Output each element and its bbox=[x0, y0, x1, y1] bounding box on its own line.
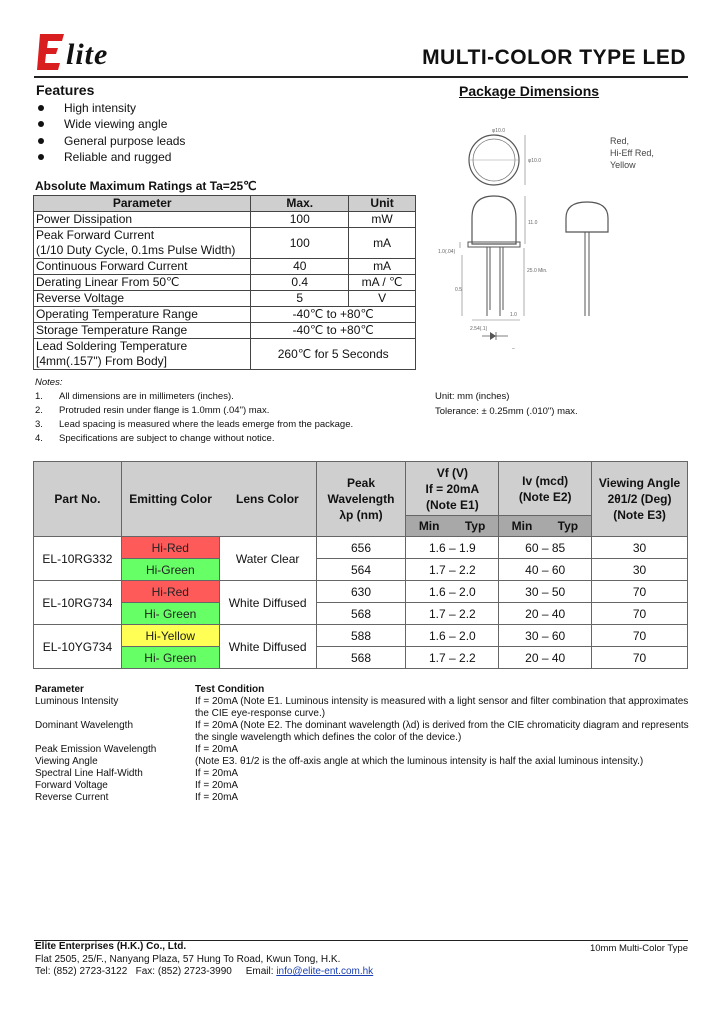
svg-text:11.0: 11.0 bbox=[528, 220, 538, 226]
tc-cond: If = 20mA bbox=[195, 768, 239, 779]
amr-max: -40℃ to +80℃ bbox=[251, 323, 416, 339]
tc-row bbox=[35, 720, 695, 744]
feature-item: Wide viewing angle bbox=[36, 116, 185, 132]
peak-wavelength: 564 bbox=[316, 559, 406, 581]
col-viewing-angle bbox=[592, 462, 688, 537]
spec-row bbox=[34, 647, 688, 669]
spec-row bbox=[34, 581, 688, 603]
luminous-intensity: 30 – 50 bbox=[499, 581, 592, 603]
amr-param-line: (1/10 Duty Cycle, 0.1ms Pulse Width) bbox=[36, 243, 236, 257]
amr-param: Storage Temperature Range bbox=[34, 323, 251, 339]
notes bbox=[35, 376, 353, 446]
spec-row bbox=[34, 625, 688, 647]
tc-row bbox=[35, 792, 695, 804]
amr-row bbox=[34, 228, 416, 259]
email-label: Email: bbox=[245, 966, 274, 977]
tc-line: the single wavelength which defines the color of the device.) bbox=[195, 732, 462, 743]
viewing-angle: 70 bbox=[592, 603, 688, 625]
document-title: MULTI-COLOR TYPE LED bbox=[422, 46, 686, 69]
note-text: Lead spacing is measured where the leads emerge from the package. bbox=[59, 419, 354, 430]
features-list bbox=[36, 100, 185, 165]
tc-header bbox=[35, 684, 695, 696]
note-text: All dimensions are in millimeters (inches). bbox=[59, 391, 234, 402]
amr-param: Continuous Forward Current bbox=[34, 259, 251, 275]
viewing-angle: 70 bbox=[592, 581, 688, 603]
tc-row bbox=[35, 696, 695, 720]
header-line: Vf (V) bbox=[436, 465, 469, 480]
note-number: 2. bbox=[35, 405, 43, 416]
tc-param: Dominant Wavelength bbox=[35, 720, 134, 731]
amr-unit: mA / ℃ bbox=[349, 275, 416, 291]
peak-wavelength: 656 bbox=[316, 537, 406, 559]
spec-row bbox=[34, 559, 688, 581]
tc-param: Viewing Angle bbox=[35, 756, 98, 767]
feature-item: General purpose leads bbox=[36, 133, 185, 149]
forward-voltage: 1.7 – 2.2 bbox=[406, 559, 499, 581]
spec-row bbox=[34, 603, 688, 625]
emitting-color: Hi-Green bbox=[121, 559, 219, 581]
amr-row bbox=[34, 323, 416, 339]
amr-unit: mW bbox=[349, 212, 416, 228]
viewing-angle: 30 bbox=[592, 537, 688, 559]
col-emitting-color: Emitting Color bbox=[121, 462, 219, 537]
spec-table bbox=[33, 461, 688, 669]
note-number: 1. bbox=[35, 391, 43, 402]
amr-row bbox=[34, 291, 416, 307]
header-line: If = 20mA bbox=[425, 481, 480, 496]
peak-wavelength: 568 bbox=[316, 603, 406, 625]
tc-line: If = 20mA (Note E2. The dominant wavelength (λd) is derived from the CIE chromaticity diagram and represents bbox=[195, 720, 689, 731]
header-line: (Note E1) bbox=[426, 497, 479, 512]
tc-header-cond: Test Condition bbox=[195, 684, 265, 695]
tc-header-param: Parameter bbox=[35, 684, 84, 695]
company-name: Elite Enterprises (H.K.) Co., Ltd. bbox=[35, 941, 187, 952]
amr-param: Reverse Voltage bbox=[34, 291, 251, 307]
footer bbox=[35, 941, 373, 979]
phone-label: Tel: bbox=[35, 966, 51, 977]
contact-line bbox=[35, 966, 373, 979]
header-line: Iv (mcd) bbox=[522, 473, 569, 488]
spec-header-row bbox=[34, 462, 688, 516]
luminous-intensity: 20 – 40 bbox=[499, 647, 592, 669]
svg-text:φ10.0: φ10.0 bbox=[528, 158, 541, 164]
peak-wavelength: 568 bbox=[316, 647, 406, 669]
header-line: λp (nm) bbox=[339, 508, 383, 522]
viewing-angle: 70 bbox=[592, 647, 688, 669]
part-number: EL-10RG332 bbox=[34, 537, 122, 581]
emitting-color: Hi- Green bbox=[121, 603, 219, 625]
col-lens-color: Lens Color bbox=[219, 462, 316, 537]
forward-voltage: 1.7 – 2.2 bbox=[406, 647, 499, 669]
tc-cond: If = 20mA bbox=[195, 744, 239, 755]
package-drawing bbox=[430, 120, 690, 360]
peak-wavelength: 588 bbox=[316, 625, 406, 647]
header-line: Viewing Angle bbox=[598, 476, 681, 490]
note-number: 3. bbox=[35, 419, 43, 430]
amr-param-line: [4mm(.157") From Body] bbox=[36, 354, 167, 368]
amr-param-line: Lead Soldering Temperature bbox=[36, 339, 188, 353]
forward-voltage: 1.6 – 2.0 bbox=[406, 581, 499, 603]
amr-header: Unit bbox=[349, 196, 416, 212]
amr-max: 5 bbox=[251, 291, 349, 307]
part-number: EL-10YG734 bbox=[34, 625, 122, 669]
header-line: (Note E2) bbox=[518, 489, 572, 504]
amr-param: Derating Linear From 50℃ bbox=[34, 275, 251, 291]
amr-row bbox=[34, 212, 416, 228]
email-link[interactable]: info@elite-ent.com.hk bbox=[276, 966, 374, 977]
amr-max: 100 bbox=[251, 212, 349, 228]
amr-row bbox=[34, 339, 416, 370]
amr-param: Power Dissipation bbox=[34, 212, 251, 228]
iv-typ: Typ bbox=[545, 516, 592, 537]
fax-label: Fax: bbox=[135, 966, 156, 977]
color-note: Red, bbox=[610, 136, 630, 146]
tolerance-note: Tolerance: ± 0.25mm (.010") max. bbox=[435, 406, 578, 417]
forward-voltage: 1.6 – 1.9 bbox=[406, 537, 499, 559]
feature-item: Reliable and rugged bbox=[36, 149, 185, 165]
tc-cond bbox=[195, 720, 695, 744]
amr-header: Max. bbox=[251, 196, 349, 212]
amr-row bbox=[34, 259, 416, 275]
forward-voltage: 1.6 – 2.0 bbox=[406, 625, 499, 647]
note-item bbox=[35, 404, 353, 418]
color-note: Yellow bbox=[610, 160, 636, 170]
svg-text:1.0(.04): 1.0(.04) bbox=[438, 249, 456, 255]
tc-param: Peak Emission Wavelength bbox=[35, 744, 157, 755]
svg-text:2.54(.1): 2.54(.1) bbox=[470, 326, 488, 332]
amr-table bbox=[33, 195, 416, 370]
company-address: Flat 2505, 25/F., Nanyang Plaza, 57 Hung To Road, Kwun Tong, H.K. bbox=[35, 953, 341, 965]
amr-param: Operating Temperature Range bbox=[34, 307, 251, 323]
header-line: 2θ1/2 (Deg) bbox=[607, 492, 672, 506]
note-item bbox=[35, 390, 353, 404]
luminous-intensity: 30 – 60 bbox=[499, 625, 592, 647]
amr-header: Parameter bbox=[34, 196, 251, 212]
package-dimensions-title: Package Dimensions bbox=[459, 83, 600, 99]
svg-text:–: – bbox=[512, 346, 515, 352]
units-notes bbox=[435, 389, 578, 419]
logo-wordmark: lite bbox=[66, 38, 109, 71]
emitting-color: Hi-Red bbox=[121, 537, 219, 559]
amr-max: 0.4 bbox=[251, 275, 349, 291]
amr-row bbox=[34, 275, 416, 291]
amr-title: Absolute Maximum Ratings at Ta=25℃ bbox=[35, 179, 257, 193]
tc-row bbox=[35, 780, 695, 792]
vf-min: Min bbox=[406, 516, 452, 537]
amr-param bbox=[34, 228, 251, 259]
amr-max: 260℃ for 5 Seconds bbox=[251, 339, 416, 370]
elite-logo bbox=[36, 30, 136, 74]
emitting-color: Hi-Yellow bbox=[121, 625, 219, 647]
tc-row bbox=[35, 768, 695, 780]
note-text: Specifications are subject to change without notice. bbox=[59, 433, 275, 444]
luminous-intensity: 40 – 60 bbox=[499, 559, 592, 581]
note-item bbox=[35, 432, 353, 446]
tc-param: Reverse Current bbox=[35, 792, 109, 803]
header-line: Wavelength bbox=[327, 492, 395, 506]
luminous-intensity: 60 – 85 bbox=[499, 537, 592, 559]
svg-text:1.0: 1.0 bbox=[510, 312, 517, 318]
units-note: Unit: mm (inches) bbox=[435, 391, 510, 402]
features-title: Features bbox=[36, 82, 95, 98]
amr-unit: V bbox=[349, 291, 416, 307]
tc-line: If = 20mA (Note E1. Luminous intensity is measured with a light sensor and filter combination that approximates bbox=[195, 696, 689, 707]
tc-param: Spectral Line Half-Width bbox=[35, 768, 143, 779]
amr-param bbox=[34, 339, 251, 370]
iv-min: Min bbox=[499, 516, 545, 537]
note-item bbox=[35, 418, 353, 432]
spec-row bbox=[34, 537, 688, 559]
amr-unit: mA bbox=[349, 228, 416, 259]
tc-cond: (Note E3. θ1/2 is the off-axis angle at which the luminous intensity is half the axial luminous intensity.) bbox=[195, 756, 644, 767]
tc-line: the CIE eye-response curve.) bbox=[195, 708, 326, 719]
amr-param-line: Peak Forward Current bbox=[36, 228, 155, 242]
amr-row bbox=[34, 307, 416, 323]
header-line: Peak bbox=[346, 476, 375, 490]
logo-e-icon bbox=[36, 32, 66, 72]
test-conditions bbox=[35, 684, 695, 804]
tc-cond: If = 20mA bbox=[195, 780, 239, 791]
amr-max: 40 bbox=[251, 259, 349, 275]
vf-typ: Typ bbox=[452, 516, 499, 537]
amr-max: 100 bbox=[251, 228, 349, 259]
notes-title: Notes: bbox=[35, 377, 63, 388]
fax-number: (852) 2723-3990 bbox=[157, 966, 232, 977]
phone-number: (852) 2723-3122 bbox=[53, 966, 128, 977]
amr-header-row bbox=[34, 196, 416, 212]
viewing-angle: 30 bbox=[592, 559, 688, 581]
svg-text:25.0 Min.: 25.0 Min. bbox=[527, 268, 548, 274]
document-type: 10mm Multi-Color Type bbox=[589, 943, 688, 954]
svg-text:φ10.0: φ10.0 bbox=[492, 128, 505, 134]
emitting-color: Hi-Red bbox=[121, 581, 219, 603]
color-note: Hi-Eff Red, bbox=[610, 148, 654, 158]
emitting-color: Hi- Green bbox=[121, 647, 219, 669]
lens-color: White Diffused bbox=[219, 625, 316, 669]
lens-color: Water Clear bbox=[219, 537, 316, 581]
tc-param: Forward Voltage bbox=[35, 780, 108, 791]
amr-max: -40℃ to +80℃ bbox=[251, 307, 416, 323]
col-peak-wavelength bbox=[316, 462, 406, 537]
header-line: (Note E3) bbox=[613, 508, 666, 522]
viewing-angle: 70 bbox=[592, 625, 688, 647]
luminous-intensity: 20 – 40 bbox=[499, 603, 592, 625]
feature-item: High intensity bbox=[36, 100, 185, 116]
tc-cond: If = 20mA bbox=[195, 792, 239, 803]
forward-voltage: 1.7 – 2.2 bbox=[406, 603, 499, 625]
col-part-no: Part No. bbox=[34, 462, 122, 537]
col-iv bbox=[499, 462, 592, 516]
note-text: Protruded resin under flange is 1.0mm (.04") max. bbox=[59, 405, 270, 416]
part-number: EL-10RG734 bbox=[34, 581, 122, 625]
tc-cond bbox=[195, 696, 695, 720]
tc-row bbox=[35, 756, 695, 768]
amr-unit: mA bbox=[349, 259, 416, 275]
col-vf bbox=[406, 462, 499, 516]
tc-param: Luminous Intensity bbox=[35, 696, 119, 707]
lens-color: White Diffused bbox=[219, 581, 316, 625]
header-divider bbox=[34, 76, 688, 78]
tc-row bbox=[35, 744, 695, 756]
svg-text:0.5: 0.5 bbox=[455, 287, 462, 293]
peak-wavelength: 630 bbox=[316, 581, 406, 603]
note-number: 4. bbox=[35, 433, 43, 444]
